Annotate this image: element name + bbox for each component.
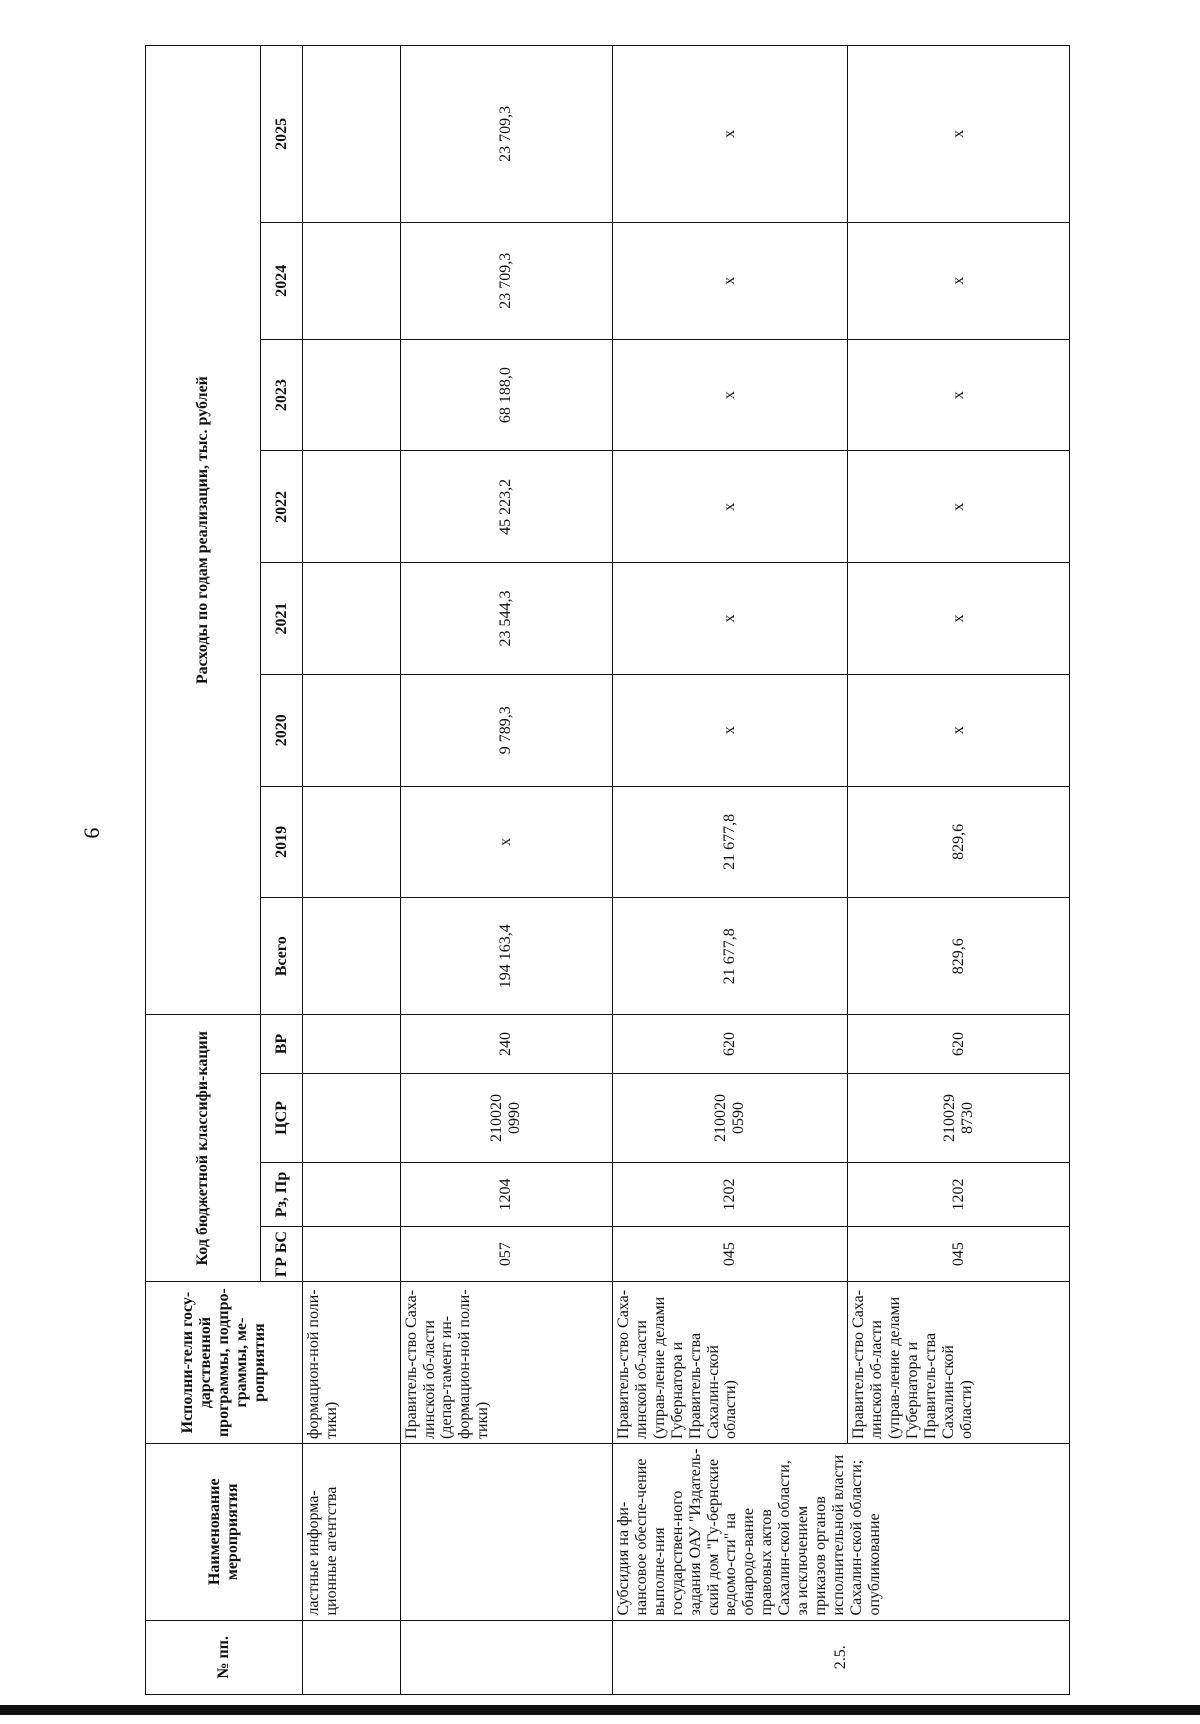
row-year-value xyxy=(303,222,401,339)
row-year-value: 45 223,2 xyxy=(400,451,612,563)
row-year-value: x xyxy=(848,46,1070,223)
row-csr: 210020 0990 xyxy=(400,1073,612,1162)
row-year-value: 23 709,3 xyxy=(400,46,612,223)
header-rzpr: Рз, Пр xyxy=(261,1163,303,1227)
row-year-value xyxy=(303,339,401,451)
row-csr: 210029 8730 xyxy=(848,1073,1070,1162)
row-name xyxy=(400,1443,612,1620)
row-grbs: 057 xyxy=(400,1226,612,1281)
row-csr: 210020 0590 xyxy=(613,1073,848,1162)
header-year: 2021 xyxy=(261,563,303,675)
row-year-value: x xyxy=(848,222,1070,339)
scan-edge-bar xyxy=(0,1705,1200,1715)
table-row xyxy=(303,46,401,1695)
header-grbs: ГР БС xyxy=(261,1226,303,1281)
row-total: 829,6 xyxy=(848,898,1070,1015)
row-grbs: 045 xyxy=(613,1226,848,1281)
header-expenses: Расходы по годам реализации, тыс. рублей xyxy=(146,46,261,1015)
header-csr: ЦСР xyxy=(261,1073,303,1162)
row-year-value: x xyxy=(613,563,848,675)
row-year-value: 68 188,0 xyxy=(400,339,612,451)
budget-table-rotated xyxy=(145,45,1070,1695)
row-num xyxy=(400,1620,612,1694)
header-executor: Исполни-тели госу-дарственной программы, подпро-граммы, ме-роприятия xyxy=(146,1282,303,1444)
row-rzpr: 1202 xyxy=(613,1163,848,1227)
row-year-value xyxy=(303,46,401,223)
header-year: 2019 xyxy=(261,786,303,898)
row-year-value: x xyxy=(613,339,848,451)
row-year-value: 23 544,3 xyxy=(400,563,612,675)
row-year-value: x xyxy=(613,674,848,786)
row-rzpr: 1204 xyxy=(400,1163,612,1227)
row-executor: формацион-ной поли-тики) xyxy=(303,1282,401,1444)
row-year-value xyxy=(303,563,401,675)
row-executor: Правитель-ство Саха-линской об-ласти (управ-ление делами Губернатора и Правитель-ства Сахалин-ской области) xyxy=(613,1282,848,1444)
row-year-value: 21 677,8 xyxy=(613,786,848,898)
row-year-value: x xyxy=(848,339,1070,451)
row-name: Субсидия на фи-нансовое обеспе-чение выполне-ния государствен-ного задания ОАУ "Издатель-ский дом "Гу-бернские ведомо-сти" на обнародо-вание правовых актов Сахалин-ской области, за исключением приказов органов исполнительной власти Сахалин-ской области; опубликование xyxy=(613,1443,1070,1620)
table-row xyxy=(613,46,848,1695)
row-csr xyxy=(303,1073,401,1162)
row-year-value: x xyxy=(400,786,612,898)
row-total xyxy=(303,898,401,1015)
header-num: № пп. xyxy=(146,1620,303,1694)
row-vr: 240 xyxy=(400,1015,612,1074)
row-year-value: 829,6 xyxy=(848,786,1070,898)
row-year-value: x xyxy=(613,46,848,223)
header-budget-code: Код бюджетной классифи-кации xyxy=(146,1015,261,1282)
row-year-value: 9 789,3 xyxy=(400,674,612,786)
row-year-value: x xyxy=(613,451,848,563)
header-total: Всего xyxy=(261,898,303,1015)
row-vr: 620 xyxy=(848,1015,1070,1074)
row-year-value xyxy=(303,674,401,786)
header-year: 2025 xyxy=(261,46,303,223)
row-executor: Правитель-ство Саха-линской об-ласти (управ-ление делами Губернатора и Правитель-ства Сахалин-ской области) xyxy=(848,1282,1070,1444)
row-vr xyxy=(303,1015,401,1074)
header-year: 2020 xyxy=(261,674,303,786)
row-year-value: 23 709,3 xyxy=(400,222,612,339)
budget-table xyxy=(145,45,1070,1695)
row-year-value: x xyxy=(848,674,1070,786)
row-total: 21 677,8 xyxy=(613,898,848,1015)
row-grbs: 045 xyxy=(848,1226,1070,1281)
row-num: 2.5. xyxy=(613,1620,1070,1694)
row-grbs xyxy=(303,1226,401,1281)
header-name: Наименование мероприятия xyxy=(146,1443,303,1620)
row-executor: Правитель-ство Саха-линской об-ласти (депар-тамент ин-формацион-ной поли-тики) xyxy=(400,1282,612,1444)
table-row xyxy=(400,46,612,1695)
row-num xyxy=(303,1620,401,1694)
row-year-value: x xyxy=(848,563,1070,675)
header-vr: ВР xyxy=(261,1015,303,1074)
page-number: 9 xyxy=(79,827,105,839)
row-name: ластные информа-ционные агентства xyxy=(303,1443,401,1620)
row-vr: 620 xyxy=(613,1015,848,1074)
row-year-value xyxy=(303,786,401,898)
row-rzpr xyxy=(303,1163,401,1227)
header-year: 2024 xyxy=(261,222,303,339)
row-rzpr: 1202 xyxy=(848,1163,1070,1227)
header-year: 2022 xyxy=(261,451,303,563)
header-year: 2023 xyxy=(261,339,303,451)
row-year-value xyxy=(303,451,401,563)
row-year-value: x xyxy=(613,222,848,339)
row-total: 194 163,4 xyxy=(400,898,612,1015)
row-year-value: x xyxy=(848,451,1070,563)
